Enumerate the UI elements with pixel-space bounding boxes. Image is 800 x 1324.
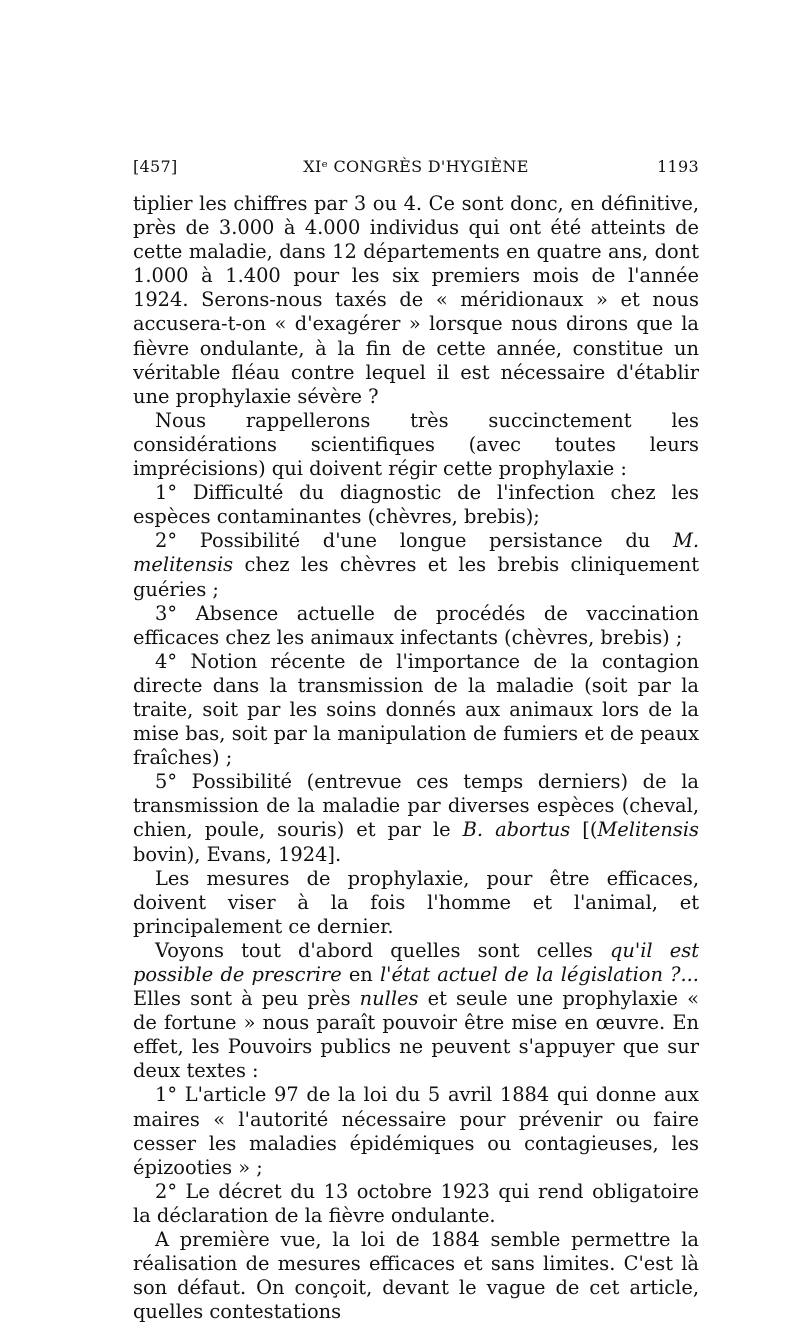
list-item-3: 3° Absence actuelle de procédés de vaccination efficaces chez les animaux infectants (chèvres, brebis) ; (133, 601, 699, 649)
paragraph-measures: Les mesures de prophylaxie, pour être efficaces, doivent viser à la fois l'homme et l'animal, et principalement ce dernier. (133, 866, 699, 938)
paragraph-law-1884: A première vue, la loi de 1884 semble permettre la réalisation de mesures efficaces et sans limites. C'est là son défaut. On conçoit, devant le vague de cet article, quelles contestations (133, 1228, 699, 1324)
text-item-1: 1° L'article 97 de la loi du 5 avril 1884 qui donne aux maires « l'autorité nécessaire pour prévenir ou faire cesser les maladies épidémiques ou contagieuses, les épizooties » ; (133, 1083, 699, 1179)
paragraph-legislation: Voyons tout d'abord quelles sont celles qu'il est possible de prescrire en l'état actuel de la législation ?... Elles sont à peu près nulles et seule une prophylaxie « de fortune » nous paraît pouvoir être mise en œuvre. En effet, les Pouvoirs publics ne peuvent s'appuyer que sur deux textes : (133, 938, 699, 1083)
species-name: Melitensis (597, 818, 699, 842)
species-name: M. melitensis (133, 529, 699, 577)
emphasis: qu'il est possible de prescrire (133, 938, 699, 986)
list-item-4: 4° Notion récente de l'importance de la contagion directe dans la transmission de la maladie (soit par la traite, soit par les soins donnés aux animaux lors de la mise bas, soit par la manipulation de fumiers et de peaux fraîches) ; (133, 649, 699, 770)
paragraph-continuation: tiplier les chiffres par 3 ou 4. Ce sont donc, en définitive, près de 3.000 à 4.000 individus qui ont été atteints de cette maladie, dans 12 départements en quatre ans, dont 1.000 à 1.400 pour les six premiers mois de l'année 1924. Serons-nous taxés de « méridionaux » et nous accusera-t-on « d'exagérer » lorsque nous dirons que la fièvre ondulante, à la fin de cette année, constitue un véritable fléau contre lequel il est nécessaire d'établir une prophylaxie sévère ? (133, 192, 699, 408)
page-number: 1193 (657, 157, 699, 176)
running-header (133, 157, 699, 179)
running-title: XIᵉ CONGRÈS D'HYGIÈNE (303, 157, 529, 176)
emphasis: nulles (359, 987, 419, 1011)
paragraph-considerations: Nous rappellerons très succinctement les considérations scientifiques (avec toutes leurs imprécisions) qui doivent régir cette prophylaxie : (133, 408, 699, 481)
species-name: B. abortus (462, 818, 571, 842)
list-item-1: 1° Difficulté du diagnostic de l'infection chez les espèces contaminantes (chèvres, brebis); (133, 481, 699, 529)
emphasis: l'état actuel de la législation ?... (379, 963, 699, 986)
text-item-2: 2° Le décret du 13 octobre 1923 qui rend obligatoire la déclaration de la fièvre ondulante. (133, 1179, 699, 1227)
page-number-bracketed: [457] (133, 157, 178, 176)
body-text (133, 192, 699, 1324)
list-item-2: 2° Possibilité d'une longue persistance du M. melitensis chez les chèvres et les brebis cliniquement guéries ; (133, 529, 699, 601)
list-item-5: 5° Possibilité (entrevue ces temps derniers) de la transmission de la maladie par diverses espèces (cheval, chien, poule, souris) et par le B. abortus [(Melitensis bovin), Evans, 1924]. (133, 770, 699, 866)
